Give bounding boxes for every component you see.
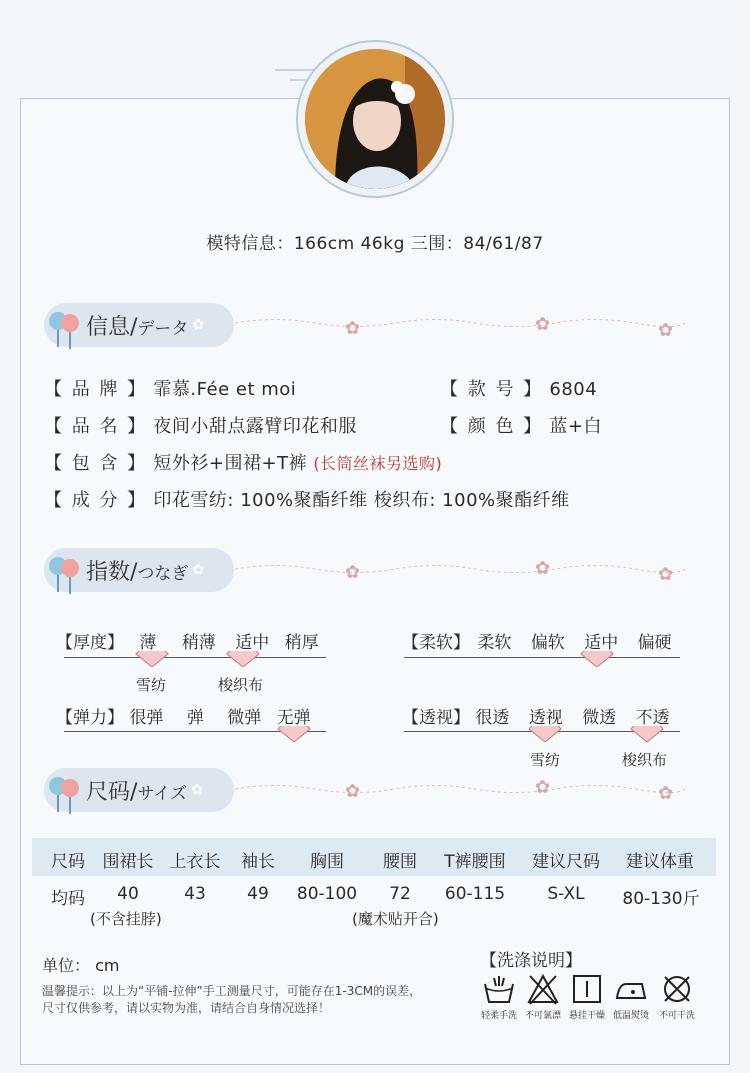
wash-label: 轻柔手洗 <box>480 1011 517 1021</box>
size-table-cell: 80-100 <box>296 884 358 904</box>
blossom-icon: ✿ <box>192 562 205 578</box>
section-header-size <box>44 768 234 812</box>
info-name <box>44 412 357 438</box>
model-avatar <box>305 49 445 189</box>
tip-line: 尺寸仅供参考，请以实物为准，请结合自身情况选择！ <box>42 1001 331 1015</box>
index-option: 弹 <box>186 708 204 728</box>
size-note: (魔术贴开合) <box>352 910 439 928</box>
size-table-header-cell: 袖长 <box>241 852 275 872</box>
index-option: 微透 <box>582 708 617 728</box>
tip-line: 温馨提示：以上为“平铺-拉伸”手工测量尺寸，可能存在1-3CM的误差， <box>42 984 422 998</box>
index-option: 透视 <box>528 708 563 728</box>
index-option: 不透 <box>635 708 670 728</box>
blossom-icon: ✿ <box>658 320 674 341</box>
blossom-icon: ✿ <box>535 314 551 335</box>
fan-marker-icon <box>226 651 260 667</box>
fan-marker-icon <box>528 726 562 742</box>
wash-title: 【洗涤说明】 <box>480 951 582 971</box>
index-option: 柔软 <box>477 633 512 653</box>
index-option: 无弹 <box>276 708 311 728</box>
index-option: 稍薄 <box>181 633 216 653</box>
hand-wash-icon <box>482 972 516 1006</box>
section-subtitle: データ <box>137 318 189 339</box>
size-table-cell: 40 <box>117 884 139 904</box>
unit-label: 单位： cm <box>42 956 120 975</box>
size-note: (不含挂脖) <box>90 910 162 928</box>
wash-label: 不可干洗 <box>658 1011 695 1021</box>
wind-chime-icon <box>44 768 86 812</box>
index-option: 很弹 <box>129 708 164 728</box>
index-option: 稍厚 <box>284 633 319 653</box>
fan-marker-label: 梭织布 <box>622 751 668 769</box>
section-title: 信息/ <box>86 314 138 340</box>
blossom-icon: ✿ <box>345 781 361 802</box>
blossom-icon: ✿ <box>345 562 361 583</box>
index-line <box>64 657 326 658</box>
section-title: 指数/ <box>86 559 138 585</box>
index-option: 微弹 <box>227 708 262 728</box>
no-dry-clean-icon <box>660 972 694 1006</box>
blossom-icon: ✿ <box>658 564 674 585</box>
index-option: 适中 <box>235 633 270 653</box>
size-table-header-cell: 腰围 <box>383 852 417 872</box>
wind-chime-icon <box>44 548 86 592</box>
low-iron-icon <box>614 972 648 1006</box>
index-option: 适中 <box>584 633 619 653</box>
info-brand <box>44 375 296 401</box>
info-value: 蓝+白 <box>549 416 602 437</box>
section-header-info <box>44 303 234 347</box>
size-table-cell: 60-115 <box>444 884 506 904</box>
info-label: 【 包 含 】 <box>44 453 148 474</box>
fan-marker-icon <box>580 651 614 667</box>
blossom-icon: ✿ <box>535 558 551 579</box>
size-table-header-cell: T裤腰围 <box>444 852 506 872</box>
fan-marker-icon <box>630 726 664 742</box>
index-label: 【柔软】 <box>402 633 470 653</box>
index-option: 很透 <box>475 708 510 728</box>
size-table-cell: 43 <box>184 884 206 904</box>
no-bleach-icon <box>526 972 560 1006</box>
index-transparency <box>402 703 670 728</box>
wave-line <box>235 562 685 576</box>
fan-marker-icon <box>135 651 169 667</box>
index-softness <box>402 628 672 653</box>
info-value: 6804 <box>549 379 598 400</box>
index-option: 薄 <box>139 633 157 653</box>
info-includes <box>44 449 442 475</box>
section-header-index <box>44 548 234 592</box>
size-table-header-cell: 胸围 <box>310 852 344 872</box>
info-label: 【 品 名 】 <box>44 416 148 437</box>
info-label: 【 成 分 】 <box>44 490 148 511</box>
info-note: (长筒丝袜另选购) <box>313 454 443 473</box>
info-label: 【 款 号 】 <box>440 379 544 400</box>
size-table-cell: 72 <box>389 884 411 904</box>
wave-line <box>235 782 685 796</box>
size-table-header-cell: 尺码 <box>51 852 85 872</box>
info-material <box>44 486 570 512</box>
model-info: 模特信息：166cm 46kg 三围：84/61/87 <box>206 234 544 254</box>
index-thickness <box>56 628 319 653</box>
info-value: 霏慕.Fée et moi <box>153 379 297 400</box>
wash-label: 不可氯漂 <box>524 1011 561 1021</box>
size-table-cell: 均码 <box>51 889 85 909</box>
index-option: 偏硬 <box>637 633 672 653</box>
section-subtitle: つなぎ <box>137 563 189 584</box>
fan-marker-icon <box>277 726 311 742</box>
blossom-icon: ✿ <box>191 782 203 798</box>
info-value: 短外衫+围裙+T裤 <box>153 453 308 474</box>
index-elasticity <box>56 703 311 728</box>
wind-chime-icon <box>44 303 86 347</box>
index-option: 偏软 <box>530 633 565 653</box>
info-label: 【 品 牌 】 <box>44 379 148 400</box>
blossom-icon: ✿ <box>658 783 674 804</box>
line-dry-icon <box>570 972 604 1006</box>
fan-marker-label: 雪纺 <box>136 676 167 694</box>
blossom-icon: ✿ <box>345 318 361 339</box>
size-table-cell: 49 <box>247 884 269 904</box>
wash-label: 低温熨烫 <box>612 1011 649 1021</box>
info-label: 【 颜 色 】 <box>440 416 544 437</box>
size-table-cell: 80-130斤 <box>622 889 700 909</box>
blossom-icon: ✿ <box>535 777 551 798</box>
info-value: 夜间小甜点露臂印花和服 <box>153 416 357 437</box>
index-label: 【透视】 <box>402 708 470 728</box>
index-label: 【弹力】 <box>56 708 124 728</box>
size-table-header-cell: 上衣长 <box>169 852 221 872</box>
index-line <box>404 657 680 658</box>
size-table-header-cell: 围裙长 <box>102 852 154 872</box>
size-table-header-cell: 建议尺码 <box>532 852 600 872</box>
fan-marker-label: 雪纺 <box>530 751 561 769</box>
size-table-header-cell: 建议体重 <box>626 852 694 872</box>
fan-marker-label: 梭织布 <box>218 676 264 694</box>
info-color <box>440 412 602 438</box>
section-subtitle: サイズ <box>137 783 188 804</box>
info-style-no <box>440 375 597 401</box>
index-label: 【厚度】 <box>56 633 124 653</box>
section-title: 尺码/ <box>86 779 138 805</box>
blossom-icon: ✿ <box>192 317 205 333</box>
info-value: 印花雪纺: 100%聚酯纤维 梭织布: 100%聚酯纤维 <box>153 490 570 511</box>
wave-line <box>235 316 685 330</box>
size-table-cell: S-XL <box>547 884 585 904</box>
wash-label: 悬挂干燥 <box>568 1011 605 1021</box>
